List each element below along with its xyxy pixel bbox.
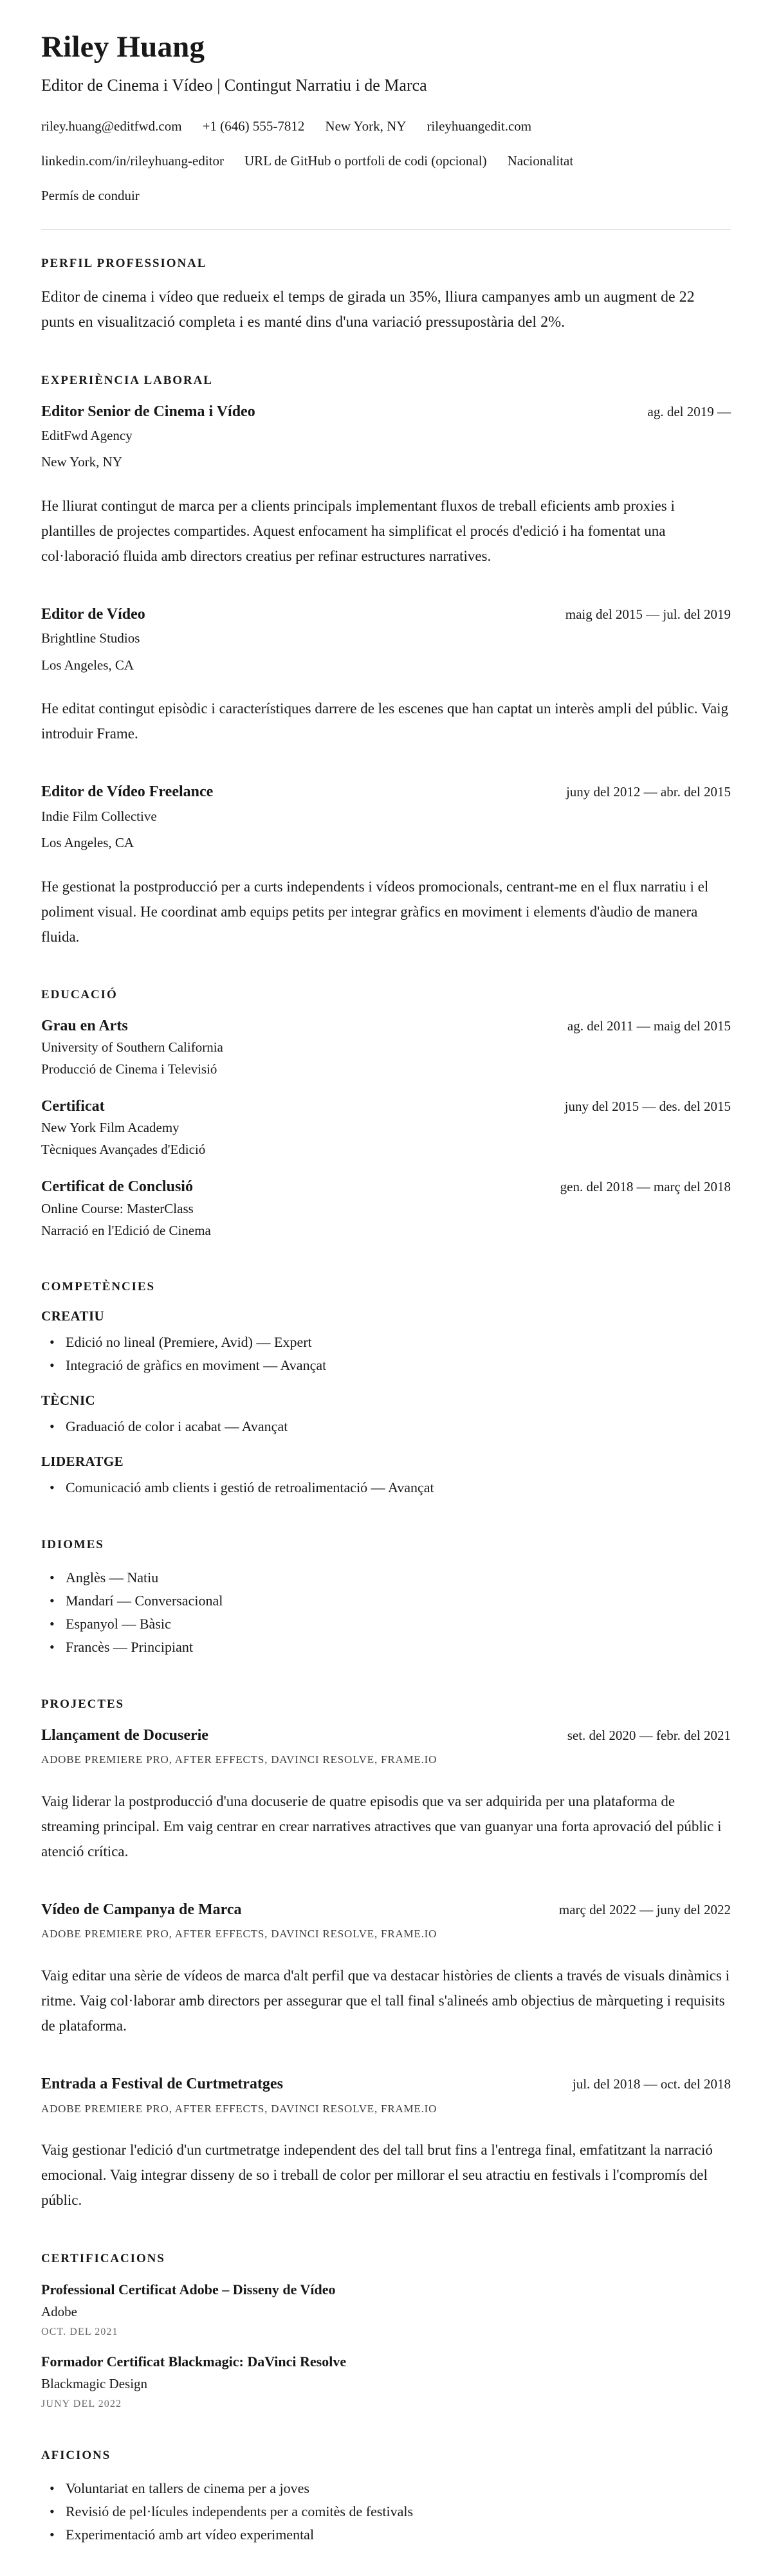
job-description: He gestionat la postproducció per a curts independents i vídeos promocionals, centrant-me en el flux narratiu i el poliment visual. He coordinat amb equips petits per integrar gràfics en moviment i elements d'àudio de manera fluida.	[41, 878, 709, 945]
job-location: Los Angeles, CA	[41, 835, 134, 851]
job-location: New York, NY	[41, 454, 123, 470]
project-description: Vaig editar una sèrie de vídeos de marca d'alt perfil que va destacar històries de clients a través de visuals dinàmics i ritme. Vaig col·laborar amb directors per assegurar que el tall final s'alineés amb objectius de màrqueting i requisits de plataforma.	[41, 1968, 730, 2034]
project-tech-stack: ADOBE PREMIERE PRO, AFTER EFFECTS, DAVINCI RESOLVE, FRAME.IO	[41, 1928, 437, 1941]
job-description: He lliurat contingut de marca per a clients principals implementant fluxos de treball eficients amb proxies i plantilles de projectes compartides. Aquest enfocament ha simplificat el procés d'edició i ha fomentat una col·laboració fluida amb directors creatius per refinar estructures narratives.	[41, 497, 675, 564]
projects-heading: PROJECTES	[41, 1697, 125, 1712]
education-dates: juny del 2015 — des. del 2015	[564, 1099, 731, 1115]
degree-title: Certificat de Conclusió	[41, 1178, 193, 1196]
certification-entry	[41, 2280, 731, 2338]
education-entry	[41, 1016, 731, 1080]
driving-license-text: Permís de conduir	[41, 187, 140, 203]
phone-text: +1 (646) 555-7812	[202, 118, 305, 134]
experience-heading: EXPERIÈNCIA LABORAL	[41, 373, 213, 387]
job-title: Editor de Vídeo	[41, 606, 145, 623]
hobby-item: • Experimentació amb art vídeo experimental	[41, 2523, 731, 2546]
degree-title: Certificat	[41, 1098, 105, 1115]
languages-heading: IDIOMES	[41, 1537, 104, 1551]
job-title: Editor de Vídeo Freelance	[41, 783, 214, 801]
project-dates: set. del 2020 — febr. del 2021	[567, 1728, 731, 1744]
section-profile	[41, 257, 731, 335]
skill-group	[41, 1308, 731, 1377]
job-dates: maig del 2015 — jul. del 2019	[565, 607, 731, 623]
section-experience	[41, 374, 731, 949]
company-name: Indie Film Collective	[41, 808, 157, 824]
job-description: He editat contingut episòdic i característiques darrere de les escenes que han captat un interès ampli del públic. Vaig introduir Frame.	[41, 700, 729, 742]
project-title: Llançament de Docuserie	[41, 1727, 208, 1744]
school-name: Online Course: MasterClass	[41, 1200, 194, 1216]
project-tech-stack: ADOBE PREMIERE PRO, AFTER EFFECTS, DAVINCI RESOLVE, FRAME.IO	[41, 2102, 437, 2115]
degree-title: Grau en Arts	[41, 1017, 128, 1034]
certification-issuer: Adobe	[41, 2304, 77, 2320]
entry-head	[41, 1097, 731, 1117]
certification-entry	[41, 2352, 731, 2410]
entry-head	[41, 402, 731, 422]
skill-list	[41, 1476, 731, 1499]
skill-group	[41, 1393, 731, 1438]
language-item: • Mandarí — Conversacional	[41, 1589, 731, 1612]
skill-group-name: LIDERATGE	[41, 1453, 124, 1469]
github-placeholder-text: URL de GitHub o portfoli de codi (opcional)	[244, 152, 487, 169]
skill-group-name: TÈCNIC	[41, 1392, 96, 1408]
education-entry	[41, 1097, 731, 1160]
section-certifications	[41, 2252, 731, 2410]
entry-head	[41, 1726, 731, 1746]
language-item: • Anglès — Natiu	[41, 1566, 731, 1589]
experience-entry	[41, 782, 731, 949]
language-item: • Espanyol — Bàsic	[41, 1612, 731, 1636]
project-dates: març del 2022 — juny del 2022	[558, 1902, 731, 1918]
skill-list	[41, 1331, 731, 1377]
education-dates: ag. del 2011 — maig del 2015	[567, 1018, 731, 1034]
headline: Editor de Cinema i Vídeo | Contingut Narratiu i de Marca	[41, 76, 427, 95]
project-entry	[41, 2074, 731, 2213]
company-name: Brightline Studios	[41, 630, 140, 646]
experience-entry	[41, 605, 731, 746]
school-name: New York Film Academy	[41, 1120, 179, 1136]
contact-line-3	[41, 185, 731, 206]
profile-text: Editor de cinema i vídeo que redueix el temps de girada un 35%, lliura campanyes amb un augment de 22 punts en visualització completa i es manté dins d'una variació pressupostària del 2%.	[41, 288, 695, 331]
field-of-study: Narració en l'Edició de Cinema	[41, 1222, 211, 1238]
entry-head	[41, 782, 731, 802]
certification-title: Professional Certificat Adobe – Disseny de Vídeo	[41, 2281, 336, 2297]
skill-item: • Integració de gràfics en moviment — Avançat	[41, 1354, 731, 1377]
profile-heading: PERFIL PROFESSIONAL	[41, 256, 207, 270]
company-name: EditFwd Agency	[41, 427, 133, 443]
project-description: Vaig gestionar l'edició d'un curtmetratge independent des del tall brut fins a l'entrega final, emfatitzant la narració emocional. Vaig integrar disseny de so i treball de color per millorar el seu atractiu en festivals i l'compromís del públic.	[41, 2142, 713, 2209]
contact-line-1	[41, 116, 731, 136]
field-of-study: Tècniques Avançades d'Edició	[41, 1142, 206, 1158]
section-projects	[41, 1697, 731, 2213]
header-divider	[41, 229, 731, 230]
project-entry	[41, 1900, 731, 2038]
skill-group	[41, 1454, 731, 1499]
field-of-study: Producció de Cinema i Televisió	[41, 1061, 217, 1077]
entry-head	[41, 1177, 731, 1197]
section-skills	[41, 1280, 731, 1499]
hobby-list	[41, 2477, 731, 2546]
project-title: Vídeo de Campanya de Marca	[41, 1901, 242, 1919]
entry-head	[41, 2074, 731, 2094]
linkedin-text: linkedin.com/in/rileyhuang-editor	[41, 152, 225, 169]
education-heading: EDUCACIÓ	[41, 987, 118, 1001]
project-tech-stack: ADOBE PREMIERE PRO, AFTER EFFECTS, DAVINCI RESOLVE, FRAME.IO	[41, 1753, 437, 1766]
hobby-item: • Revisió de pel·lícules independents per a comitès de festivals	[41, 2500, 731, 2523]
language-list	[41, 1566, 731, 1659]
experience-entry	[41, 402, 731, 569]
section-hobbies	[41, 2449, 731, 2546]
certification-issuer: Blackmagic Design	[41, 2376, 148, 2392]
job-title: Editor Senior de Cinema i Vídeo	[41, 403, 255, 420]
person-name: Riley Huang	[41, 30, 205, 64]
skill-item: • Comunicació amb clients i gestió de retroalimentació — Avançat	[41, 1476, 731, 1499]
education-dates: gen. del 2018 — març del 2018	[560, 1179, 731, 1195]
location-text: New York, NY	[325, 118, 407, 134]
hobby-item: • Voluntariat en tallers de cinema per a joves	[41, 2477, 731, 2500]
job-location: Los Angeles, CA	[41, 657, 134, 673]
entry-head	[41, 1900, 731, 1920]
certification-date: OCT. DEL 2021	[41, 2326, 118, 2337]
section-education	[41, 988, 731, 1241]
certification-title: Formador Certificat Blackmagic: DaVinci Resolve	[41, 2353, 347, 2370]
skill-list	[41, 1415, 731, 1438]
email-text: riley.huang@editfwd.com	[41, 118, 182, 134]
section-languages	[41, 1538, 731, 1659]
hobbies-heading: AFICIONS	[41, 2448, 111, 2462]
skill-group-name: CREATIU	[41, 1308, 105, 1324]
project-dates: jul. del 2018 — oct. del 2018	[572, 2076, 731, 2092]
certifications-heading: CERTIFICACIONS	[41, 2251, 165, 2265]
skills-heading: COMPETÈNCIES	[41, 1279, 155, 1293]
school-name: University of Southern California	[41, 1039, 223, 1055]
language-item: • Francès — Principiant	[41, 1636, 731, 1659]
skill-item: • Edició no lineal (Premiere, Avid) — Expert	[41, 1331, 731, 1354]
certification-date: JUNY DEL 2022	[41, 2398, 122, 2409]
nationality-text: Nacionalitat	[507, 152, 574, 169]
project-title: Entrada a Festival de Curtmetratges	[41, 2076, 283, 2093]
project-entry	[41, 1726, 731, 1864]
contact-line-2	[41, 151, 731, 171]
website-text: rileyhuangedit.com	[427, 118, 532, 134]
resume-header	[41, 30, 731, 206]
job-dates: juny del 2012 — abr. del 2015	[565, 784, 731, 800]
education-entry	[41, 1177, 731, 1241]
contact-info	[41, 116, 731, 206]
project-description: Vaig liderar la postproducció d'una docuserie de quatre episodis que va ser adquirida per una plataforma de streaming principal. Em vaig centrar en crear narratives atractives que van guanyar una forta aprovació del públic i atenció crítica.	[41, 1793, 722, 1860]
job-dates: ag. del 2019 —	[647, 403, 731, 419]
entry-head	[41, 1016, 731, 1036]
entry-head	[41, 605, 731, 625]
skill-item: • Graduació de color i acabat — Avançat	[41, 1415, 731, 1438]
